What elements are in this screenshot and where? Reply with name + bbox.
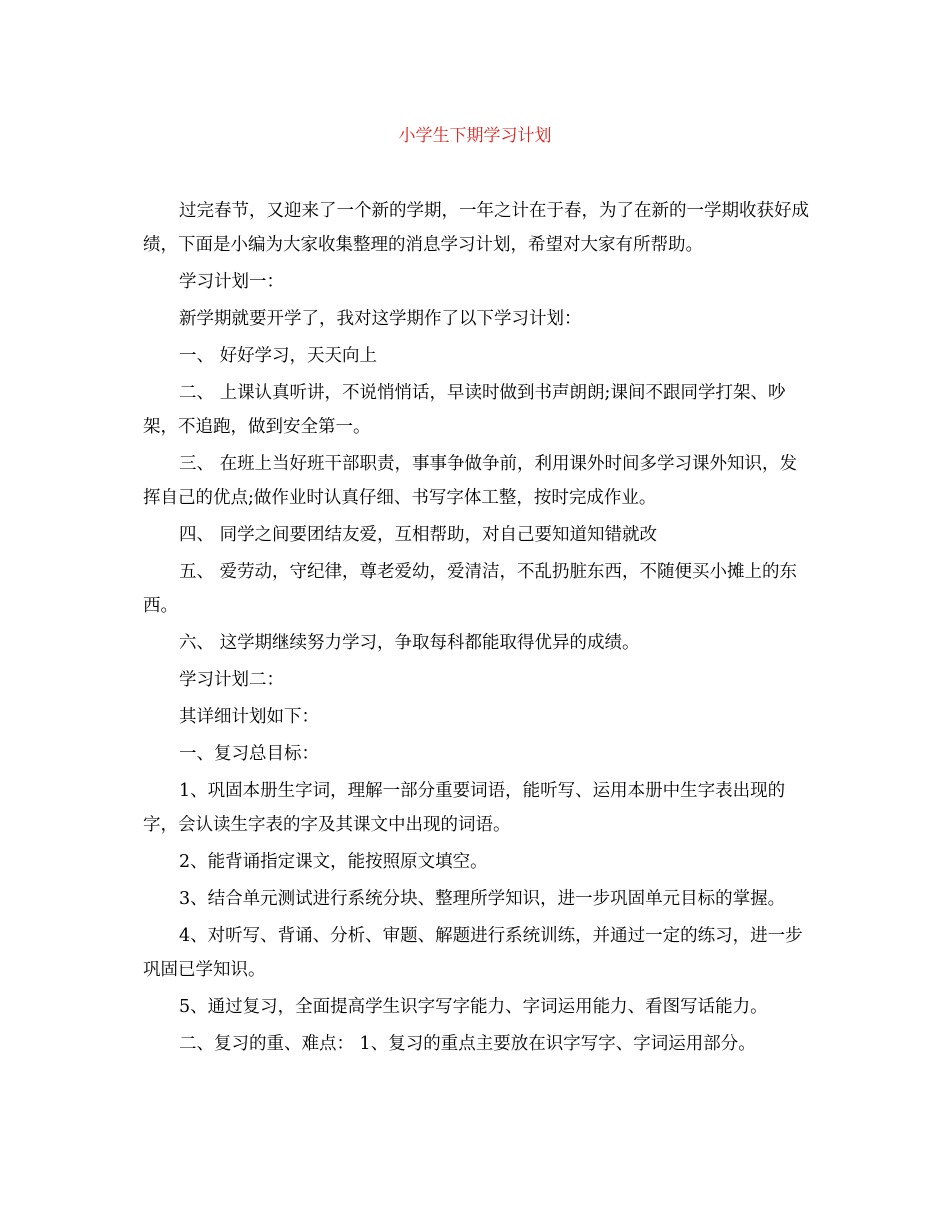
paragraph-plan-one-intro: 新学期就要开学了，我对这学期作了以下学习计划： [179,309,582,329]
paragraph-item-5: 五、 爱劳动，守纪律，尊老爱幼，爱清洁，不乱扔脏东西，不随便买小摊上的东西。 [143,562,798,616]
paragraph-goal-4: 4、对听写、背诵、分析、审题、解题进行系统训练，并通过一定的练习，进一步巩固已学知识。 [143,926,803,980]
paragraph-key-points: 二、复习的重、难点： 1、复习的重点主要放在识字写字、字词运用部分。 [179,1034,756,1054]
document-body [143,194,811,1064]
paragraph-goal-5: 5、通过复习，全面提高学生识字写字能力、字词运用能力、看图写话能力。 [179,997,768,1017]
paragraph-goal-3: 3、结合单元测试进行系统分块、整理所学知识，进一步巩固单元目标的掌握。 [179,889,786,909]
paragraph-item-4: 四、 同学之间要团结友爱，互相帮助，对自己要知道知错就改 [179,525,658,545]
paragraph-goal-1: 1、巩固本册生字词，理解一部分重要词语，能听写、运用本册中生字表出现的字，会认读生字表的字及其课文中出现的词语。 [143,781,786,835]
paragraph-plan-two-heading: 学习计划二： [179,670,284,690]
paragraph-intro: 过完春节，又迎来了一个新的学期，一年之计在于春，为了在新的一学期收获好成绩，下面是小编为大家收集整理的消息学习计划，希望对大家有所帮助。 [143,201,809,255]
paragraph-goal-2: 2、能背诵指定课文，能按照原文填空。 [179,852,488,872]
paragraph-plan-one-heading: 学习计划一： [179,272,284,292]
paragraph-item-3: 三、 在班上当好班干部职责，事事争做争前，利用课外时间多学习课外知识，发挥自己的优点;做作业时认真仔细、书写字体工整，按时完成作业。 [143,454,798,508]
paragraph-plan-two-intro: 其详细计划如下： [179,707,319,727]
document-title: 小学生下期学习计划 [398,126,552,146]
paragraph-item-2: 二、 上课认真听讲，不说悄悄话，早读时做到书声朗朗;课间不跟同学打架、吵架，不追跑，做到安全第一。 [143,383,786,437]
paragraph-item-6: 六、 这学期继续努力学习，争取每科都能取得优异的成绩。 [179,633,640,653]
paragraph-item-1: 一、 好好学习，天天向上 [179,346,378,366]
paragraph-review-goal-heading: 一、复习总目标： [179,744,319,764]
